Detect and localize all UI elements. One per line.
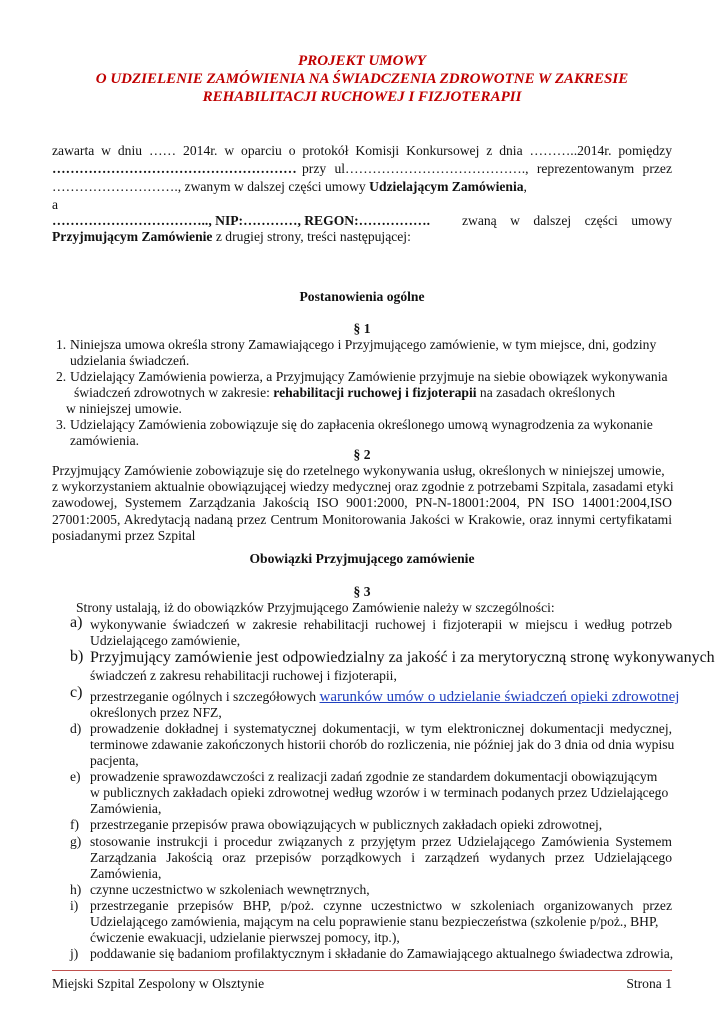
item-b-label: b) (70, 648, 84, 665)
item-e-line-1: prowadzenie sprawozdawczości z realizacji zadań zgodnie ze standardem dokumentacji obowiązującym (90, 769, 658, 784)
par2-line-2: z wykorzystaniem aktualnie obowiązującej wiedzy medycznej oraz zgodnie z potrzebami Szpitala, zasadami etyki (52, 479, 674, 494)
intro-line-2b: przy ul…………………………………., reprezentowanym przez (302, 161, 672, 176)
title-line-1: PROJEKT UMOWY (298, 53, 426, 69)
par2-line-1: Przyjmujący Zamówienie zobowiązuje się do rzetelnego wykonywania usług, określonych w niniejszej umowie, (52, 463, 665, 478)
item-e-label: e) (70, 769, 81, 784)
intro-party-placeholder: ……………………………………………… (52, 161, 297, 176)
item-a-line-1: wykonywanie świadczeń w zakresie rehabilitacji ruchowej i fizjoterapii w miejscu i według potrzeb (90, 617, 672, 632)
item-d-line-3: pacjenta, (90, 753, 139, 768)
footer-page-number: Strona 1 (626, 976, 672, 991)
item-i-line-1: przestrzeganie przepisów BHP, p/poż. czynne uczestnictwo w szkoleniach organizowanych przez (90, 898, 672, 913)
item-i-label: i) (70, 898, 79, 913)
intro-line-6-text: z drugiej strony, treści następującej: (212, 229, 411, 244)
footer-divider (52, 970, 672, 971)
item-a-label: a) (70, 614, 83, 631)
item-3-line-2: zamówienia. (70, 433, 140, 448)
item-e-line-2: w publicznych zakładach opieki zdrowotnej według wzorów i w terminach podanych przez Udzielającego (90, 785, 669, 800)
item-3-number: 3. (56, 417, 67, 432)
item-2-line-3: w niniejszej umowie. (66, 401, 182, 416)
item-1-number: 1. (56, 337, 67, 352)
item-c-line-1-text: przestrzeganie ogólnych i szczegółowych (90, 689, 320, 704)
item-2-line-2 (74, 384, 615, 401)
title-line-2: O UDZIELENIE ZAMÓWIENIA NA ŚWIADCZENIA ZDROWOTNE W ZAKRESIE (95, 71, 629, 87)
paragraph-1-mark: § 1 (353, 321, 371, 336)
footer-hospital-name: Miejski Szpital Zespolony w Olsztynie (52, 976, 265, 991)
item-2-line-2-text: świadczeń zdrowotnych w zakresie: (74, 385, 274, 400)
item-e-line-3: Zamówienia, (90, 801, 162, 816)
intro-line-4: a (52, 197, 59, 212)
intro-line-3 (52, 178, 527, 195)
item-1-line-2: udzielania świadczeń. (70, 353, 190, 368)
item-b-line-2: świadczeń z zakresu rehabilitacji ruchowej i fizjoterapii, (90, 668, 397, 683)
par3-lead: Strony ustalają, iż do obowiązków Przyjmującego Zamówienie należy w szczególności: (76, 600, 555, 615)
item-a-line-2: Udzielającego zamówienie, (90, 633, 241, 648)
par2-line-5: posiadanymi przez Szpital (52, 528, 196, 543)
item-j-label: j) (70, 946, 79, 961)
item-h-label: h) (70, 882, 82, 897)
intro-ordering-party: Udzielającym Zamówienia (369, 179, 524, 194)
intro-line-5b: zwaną w dalszej części umowy (462, 213, 672, 228)
title-line-3: REHABILITACJI RUCHOWEJ I FIZJOTERAPII (202, 89, 522, 105)
intro-contractor: Przyjmującym Zamówienie (52, 229, 213, 244)
item-i-line-3: ćwiczenie ewakuacji, udzielanie pierwszej pomocy, itp.), (90, 930, 400, 945)
intro-line-3-comma: , (523, 179, 527, 194)
item-2-line-1: Udzielający Zamówienia powierza, a Przyjmujący Zamówienie przyjmuje na siebie obowiązek wykonywania (70, 369, 668, 384)
item-2-scope: rehabilitacji ruchowej i fizjoterapii (273, 385, 477, 400)
par2-line-4: 27001:2005, Akredytacją nadaną przez Centrum Monitorowania Jakości w Krakowie, oraz innymi certyfikatami (52, 512, 672, 527)
item-f-line-1: przestrzeganie przepisów prawa obowiązujących w publicznych zakładach opieki zdrowotnej, (90, 817, 603, 832)
contract-terms-link[interactable]: warunków umów o udzielanie świadczeń opieki zdrowotnej (319, 689, 680, 705)
intro-line-1: zawarta w dniu …… 2014r. w oparciu o protokół Komisji Konkursowej z dnia ………..2014r. pomiędzy (52, 143, 672, 158)
item-2-number: 2. (56, 369, 67, 384)
item-j-line-1: poddawanie się badaniom profilaktycznym i składanie do Zamawiającego aktualnego świadectwa zdrowia, (90, 946, 674, 961)
item-g-line-3: Zamówienia, (90, 866, 162, 881)
paragraph-3-mark: § 3 (353, 584, 371, 599)
section-obligations-heading: Obowiązki Przyjmującego zamówienie (249, 551, 475, 566)
section-general-heading: Postanowienia ogólne (299, 289, 425, 304)
item-g-label: g) (70, 834, 82, 849)
intro-contractor-ids: …………………………….., NIP:…………, REGON:……………. (52, 213, 430, 228)
item-d-label: d) (70, 721, 82, 736)
item-f-label: f) (70, 817, 80, 832)
intro-line-5a (52, 212, 430, 229)
item-h-line-1: czynne uczestnictwo w szkoleniach wewnętrznych, (90, 882, 370, 897)
item-2-line-2-end: na zasadach określonych (476, 385, 616, 400)
item-3-line-1: Udzielający Zamówienia zobowiązuje się do zapłacenia określonego umową wynagrodzenia za wykonanie (70, 417, 653, 432)
paragraph-2-mark: § 2 (353, 447, 371, 462)
par2-line-3: zawodowej, Systemem Zarządzania Jakością ISO 9001:2000, PN-N-18001:2004, PN ISO 14001:2004,ISO (52, 495, 672, 510)
item-d-line-2: terminowe zdawanie zakończonych historii chorób do rozliczenia, nie później jak do 3 dnia od dnia wypisu (90, 737, 675, 752)
item-i-line-2: Udzielającego zamówienia, mającym na celu poprawienie stanu bezpieczeństwa (szkolenie p/poż., BHP, (90, 914, 659, 929)
item-b-line-1: Przyjmujący zamówienie jest odpowiedzialny za jakość i za merytoryczną stronę wykonywanych (90, 649, 715, 666)
intro-line-3-text: ………………………., zwanym w dalszej części umowy (52, 179, 370, 194)
intro-line-6 (52, 228, 411, 245)
item-g-line-1: stosowanie instrukcji i procedur związanych z przyjętym przez Udzielającego Zamówienia Systemem (90, 834, 672, 849)
item-c-label: c) (70, 684, 83, 701)
intro-line-2a (52, 160, 297, 177)
item-c-line-2: określonych przez NFZ, (90, 705, 222, 720)
item-1-line-1: Niniejsza umowa określa strony Zamawiającego i Przyjmującego zamówienie, w tym miejsce, dni, godziny (70, 337, 657, 352)
item-g-line-2: Zarządzania Jakością oraz przepisów porządkowych i zarządzeń wydanych przez Udzielającego (90, 850, 672, 865)
item-d-line-1: prowadzenie dokładnej i systematycznej dokumentacji, w tym elektronicznej dokumentacji medycznej, (90, 721, 672, 736)
